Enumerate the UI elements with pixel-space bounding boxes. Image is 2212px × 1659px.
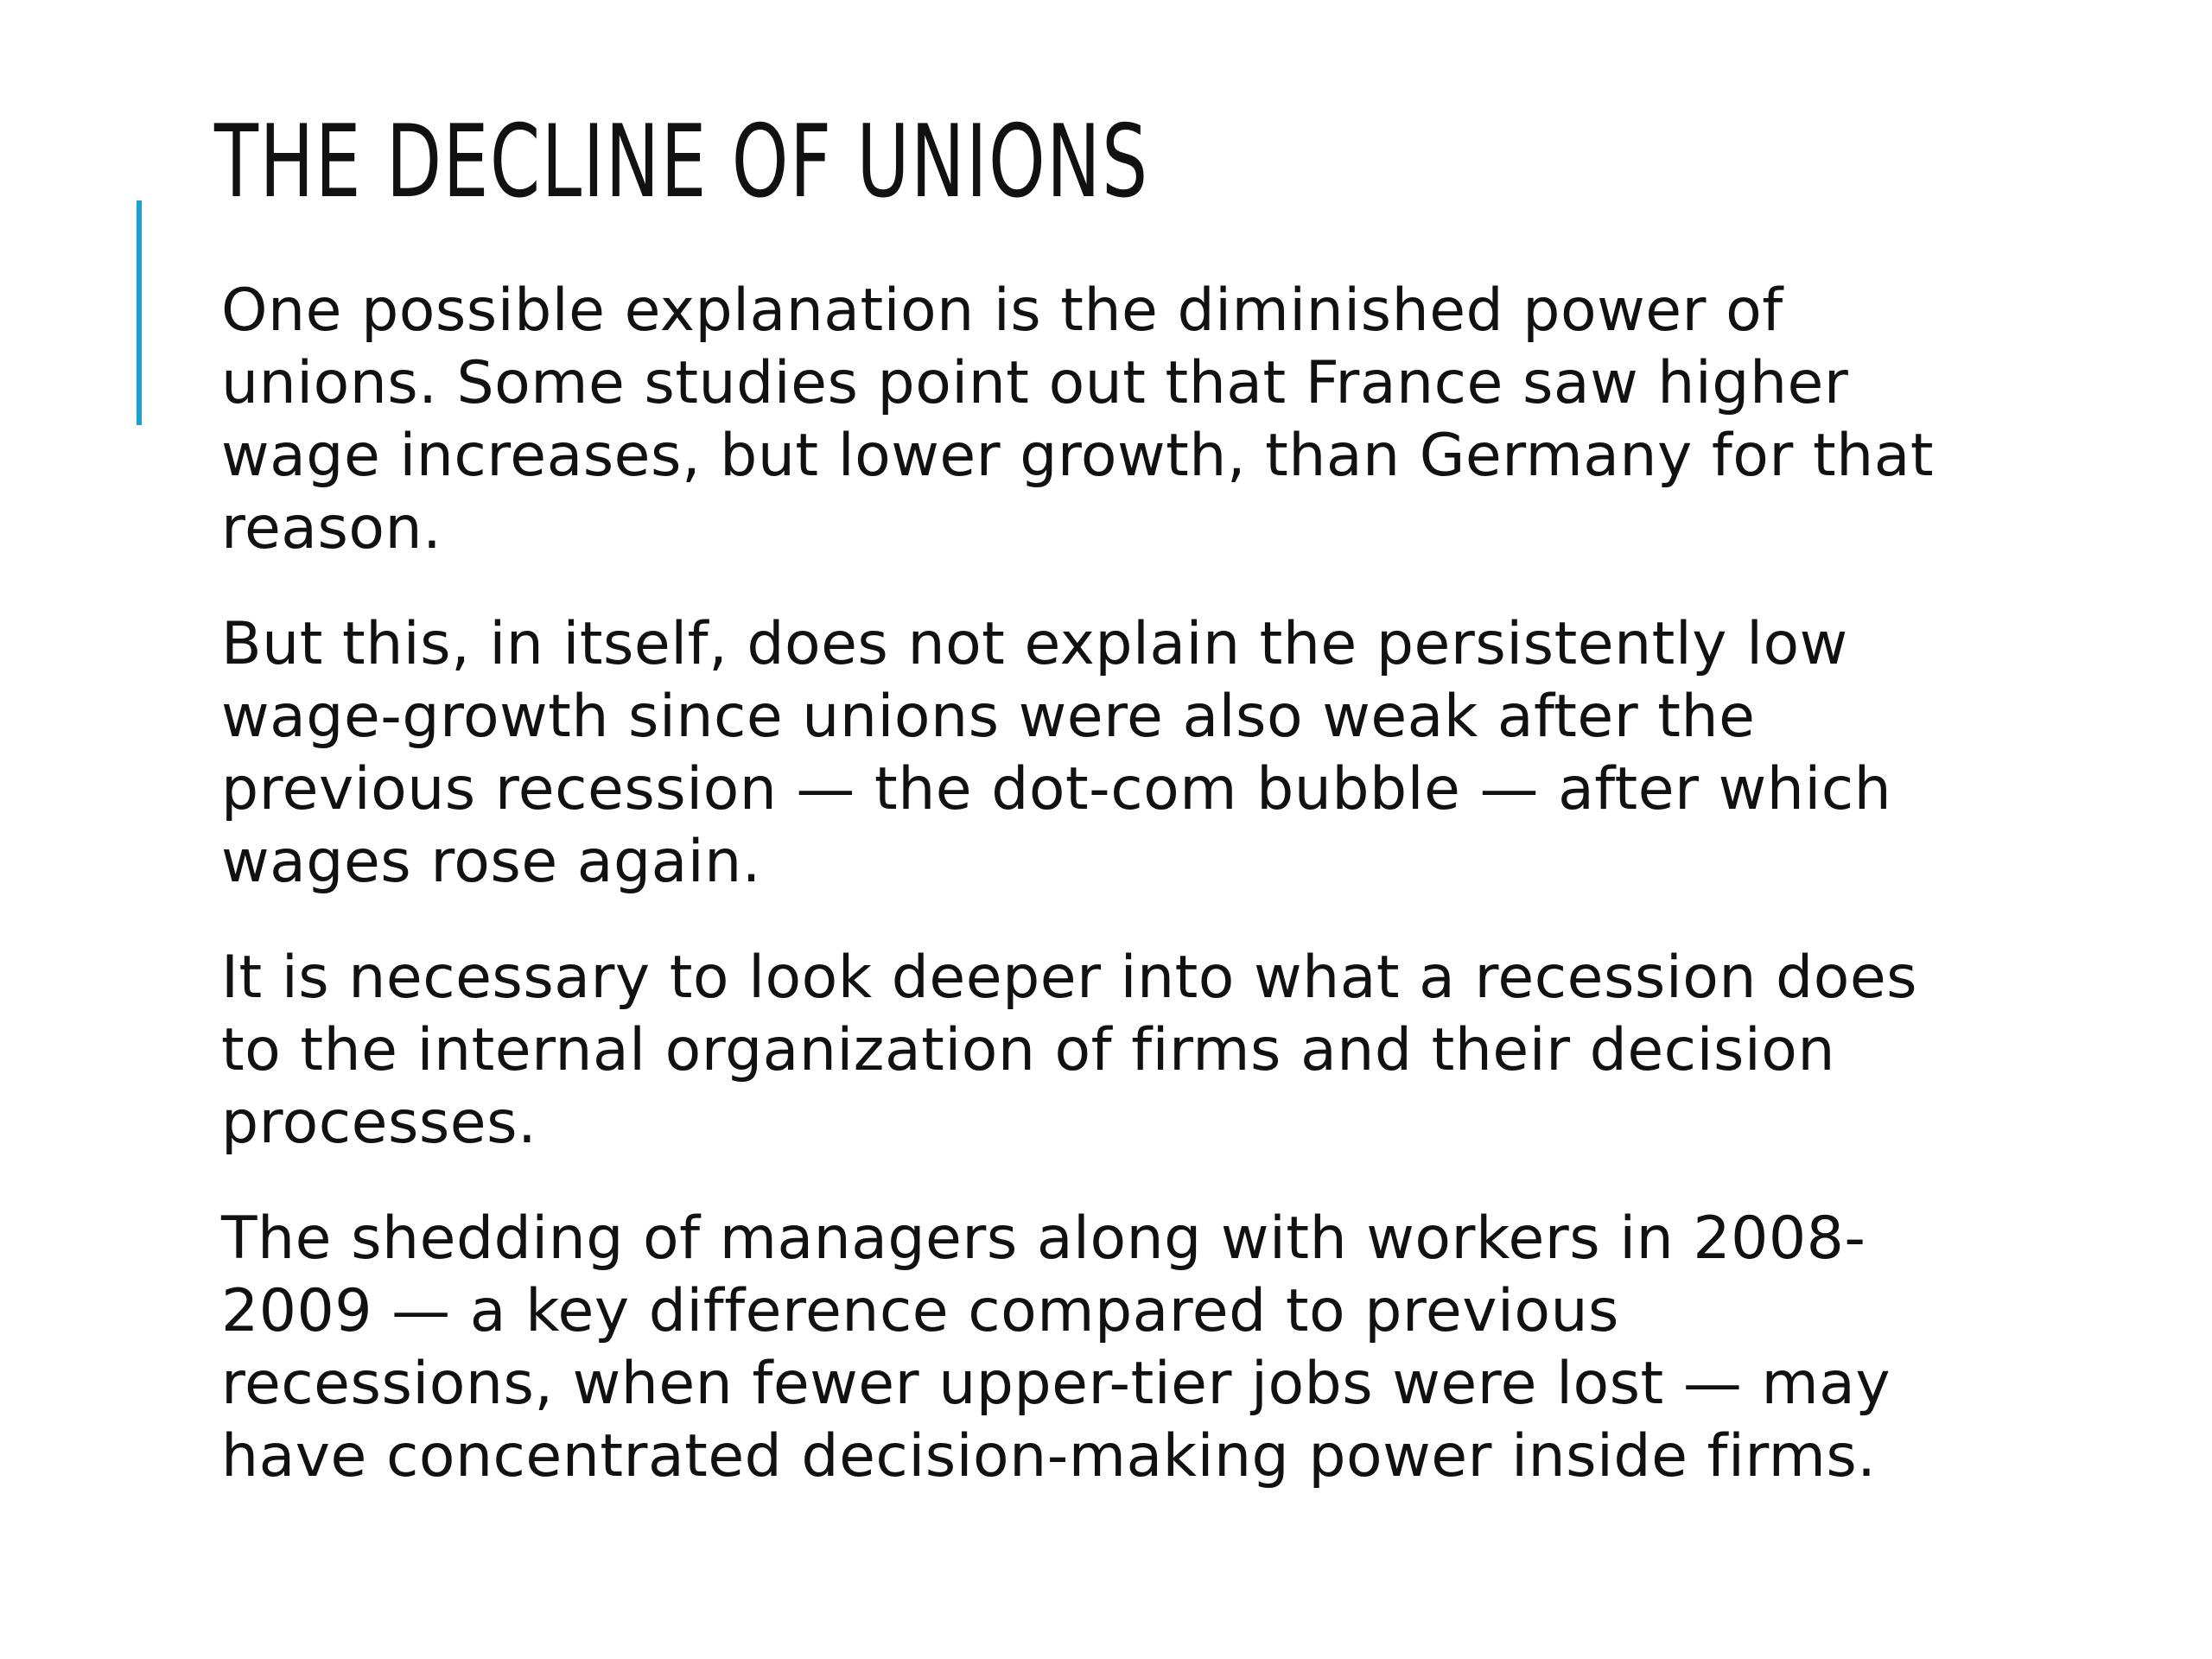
accent-bar <box>137 200 142 425</box>
paragraph-2: But this, in itself, does not explain the persistently low wage-growth since unions were also weak after the previous recession — the dot-com bubble — after which wages rose again. <box>221 610 1892 896</box>
paragraph-4: The shedding of managers along with workers in 2008- 2009 — a key difference compared to previous recessions, when fewer upper-tier jobs were lost — may have concentrated decision-making power inside firms. <box>221 1205 1891 1491</box>
slide-body <box>221 275 2139 1536</box>
paragraph-1: One possible explanation is the diminished power of unions. Some studies point out that France saw higher wage increases, but lower growth, than Germany for that reason. <box>221 276 1935 563</box>
slide-title: THE DECLINE OF UNIONS <box>214 104 1149 220</box>
paragraph-3: It is necessary to look deeper into what a recession does to the internal organization of firms and their decision processes. <box>221 944 1918 1157</box>
